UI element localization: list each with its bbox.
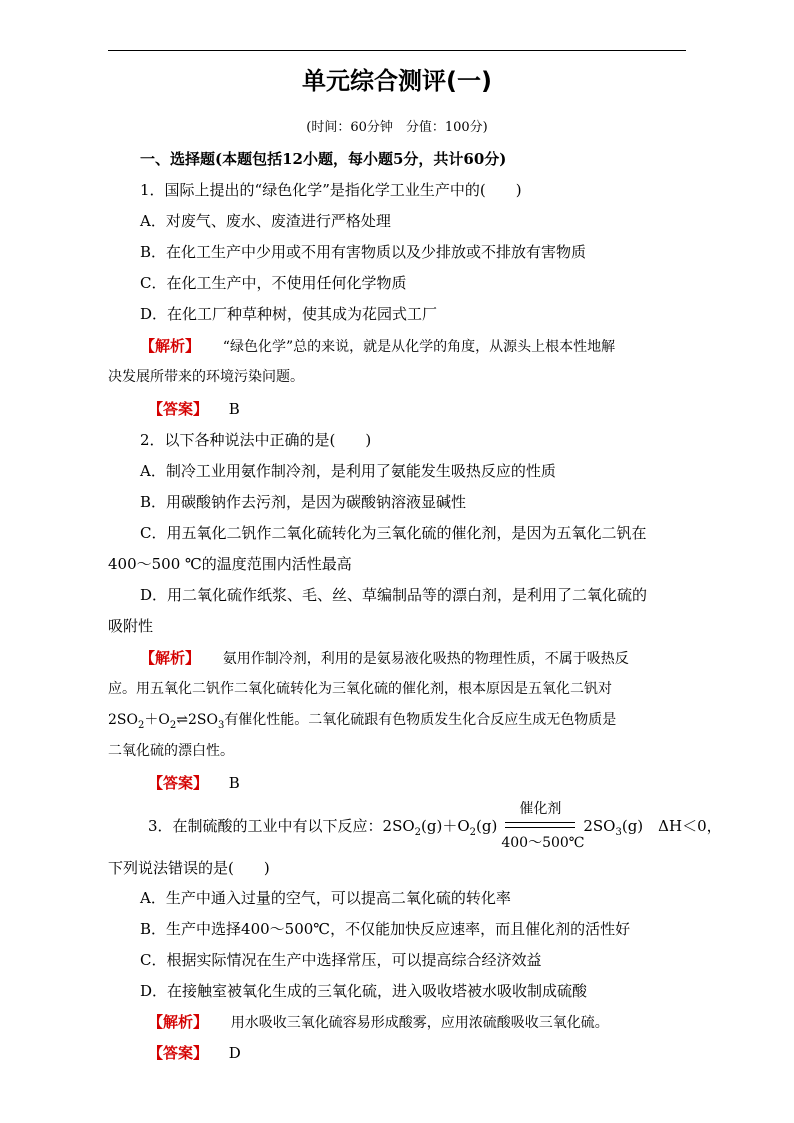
q2-option-d-line1: D．用二氧化硫作纸浆、毛、丝、草编制品等的漂白剂，是利用了二氧化硫的 xyxy=(140,586,648,604)
test-meta: (时间：60分钟 分值：100分) xyxy=(306,120,488,135)
q3-stem-suffix: ΔH＜0， xyxy=(658,817,722,835)
q1-analysis-line2: 决发展所带来的环境污染问题。 xyxy=(108,369,304,385)
q1-analysis-line1: “绿色化学”总的来说，就是从化学的角度，从源头上根本性地解 xyxy=(222,339,616,355)
q2-analysis-line1: 氨用作制冷剂，利用的是氨易液化吸热的物理性质，不属于吸热反 xyxy=(222,651,629,667)
q1-option-c: C．在化工生产中，不使用任何化学物质 xyxy=(140,274,407,292)
q1-answer-tag: 【答案】 xyxy=(148,400,209,418)
q3-stem-line2: 下列说法错误的是( ) xyxy=(108,859,270,877)
q2-option-c-line1: C．用五氧化二钒作二氧化硫转化为三氧化硫的催化剂，是因为五氧化二钒在 xyxy=(140,524,647,542)
q3-answer: D xyxy=(228,1044,241,1062)
header-rule xyxy=(108,50,686,51)
q1-analysis-tag: 【解析】 xyxy=(140,337,201,355)
q1-option-b: B．在化工生产中少用或不用有害物质以及少排放或不排放有害物质 xyxy=(140,243,587,261)
q2-stem: 2．以下各种说法中正确的是( ) xyxy=(140,431,372,449)
q2-analysis-line3-text: 有催化性能。二氧化硫跟有色物质发生化合反应生成无色物质是 xyxy=(224,712,617,728)
q2-analysis-line2: 应。用五氧化二钒作二氧化硫转化为三氧化硫的催化剂，根本原因是五氧化二钒对 xyxy=(108,681,612,697)
q2-answer: B xyxy=(228,774,240,792)
q3-option-b: B．生产中选择400～500℃，不仅能加快反应速率，而且催化剂的活性好 xyxy=(140,920,631,938)
q1-option-a: A．对废气、废水、废渣进行严格处理 xyxy=(140,212,391,230)
q2-analysis-line3: $2SO_2+O_2\rightleftharpoons 2SO_3$有催化性能。二氧化硫跟有色物质发生化合反应生成无色物质是 xyxy=(108,712,617,731)
section-heading: 一、选择题(本题包括12小题，每小题5分，共计60分) xyxy=(140,150,507,168)
q2-option-a: A．制冷工业用氨作制冷剂，是利用了氨能发生吸热反应的性质 xyxy=(140,462,556,480)
q3-stem-prefix: 3．在制硫酸的工业中有以下反应： xyxy=(148,817,383,835)
q1-option-d: D．在化工厂种草种树，使其成为花园式工厂 xyxy=(140,305,438,323)
page-title: 单元综合测评(一) xyxy=(302,67,492,95)
q3-option-d: D．在接触室被氧化生成的三氧化硫，进入吸收塔被水吸收制成硫酸 xyxy=(140,982,588,1000)
q3-option-a: A．生产中通入过量的空气，可以提高二氧化硫的转化率 xyxy=(140,889,511,907)
q2-analysis-line4: 二氧化硫的漂白性。 xyxy=(108,743,234,759)
temperature-label: 400～500℃ xyxy=(501,835,585,851)
q2-option-b: B．用碳酸钠作去污剂，是因为碳酸钠溶液显碱性 xyxy=(140,493,467,511)
q3-option-c: C．根据实际情况在生产中选择常压，可以提高综合经济效益 xyxy=(140,951,542,969)
q3-analysis: 用水吸收三氧化硫容易形成酸雾，应用浓硫酸吸收三氧化硫。 xyxy=(230,1015,609,1031)
reversible-arrow xyxy=(501,801,585,851)
q2-answer-tag: 【答案】 xyxy=(148,774,209,792)
q1-stem: 1．国际上提出的“绿色化学”是指化学工业生产中的( ) xyxy=(140,181,522,199)
q3-analysis-tag: 【解析】 xyxy=(148,1013,209,1031)
q2-option-c-line2: 400～500 ℃的温度范围内活性最高 xyxy=(108,555,352,573)
q3-stem-line1: 3．在制硫酸的工业中有以下反应：$2SO_2(g)+O_2(g)$ 催化剂 400～500℃ $2SO_3(g)$ ΔH＜0， xyxy=(148,801,722,851)
q2-option-d-line2: 吸附性 xyxy=(108,617,154,635)
catalyst-label: 催化剂 xyxy=(519,801,562,817)
q1-answer: B xyxy=(228,400,240,418)
q3-answer-tag: 【答案】 xyxy=(148,1044,209,1062)
q2-analysis-tag: 【解析】 xyxy=(140,649,201,667)
